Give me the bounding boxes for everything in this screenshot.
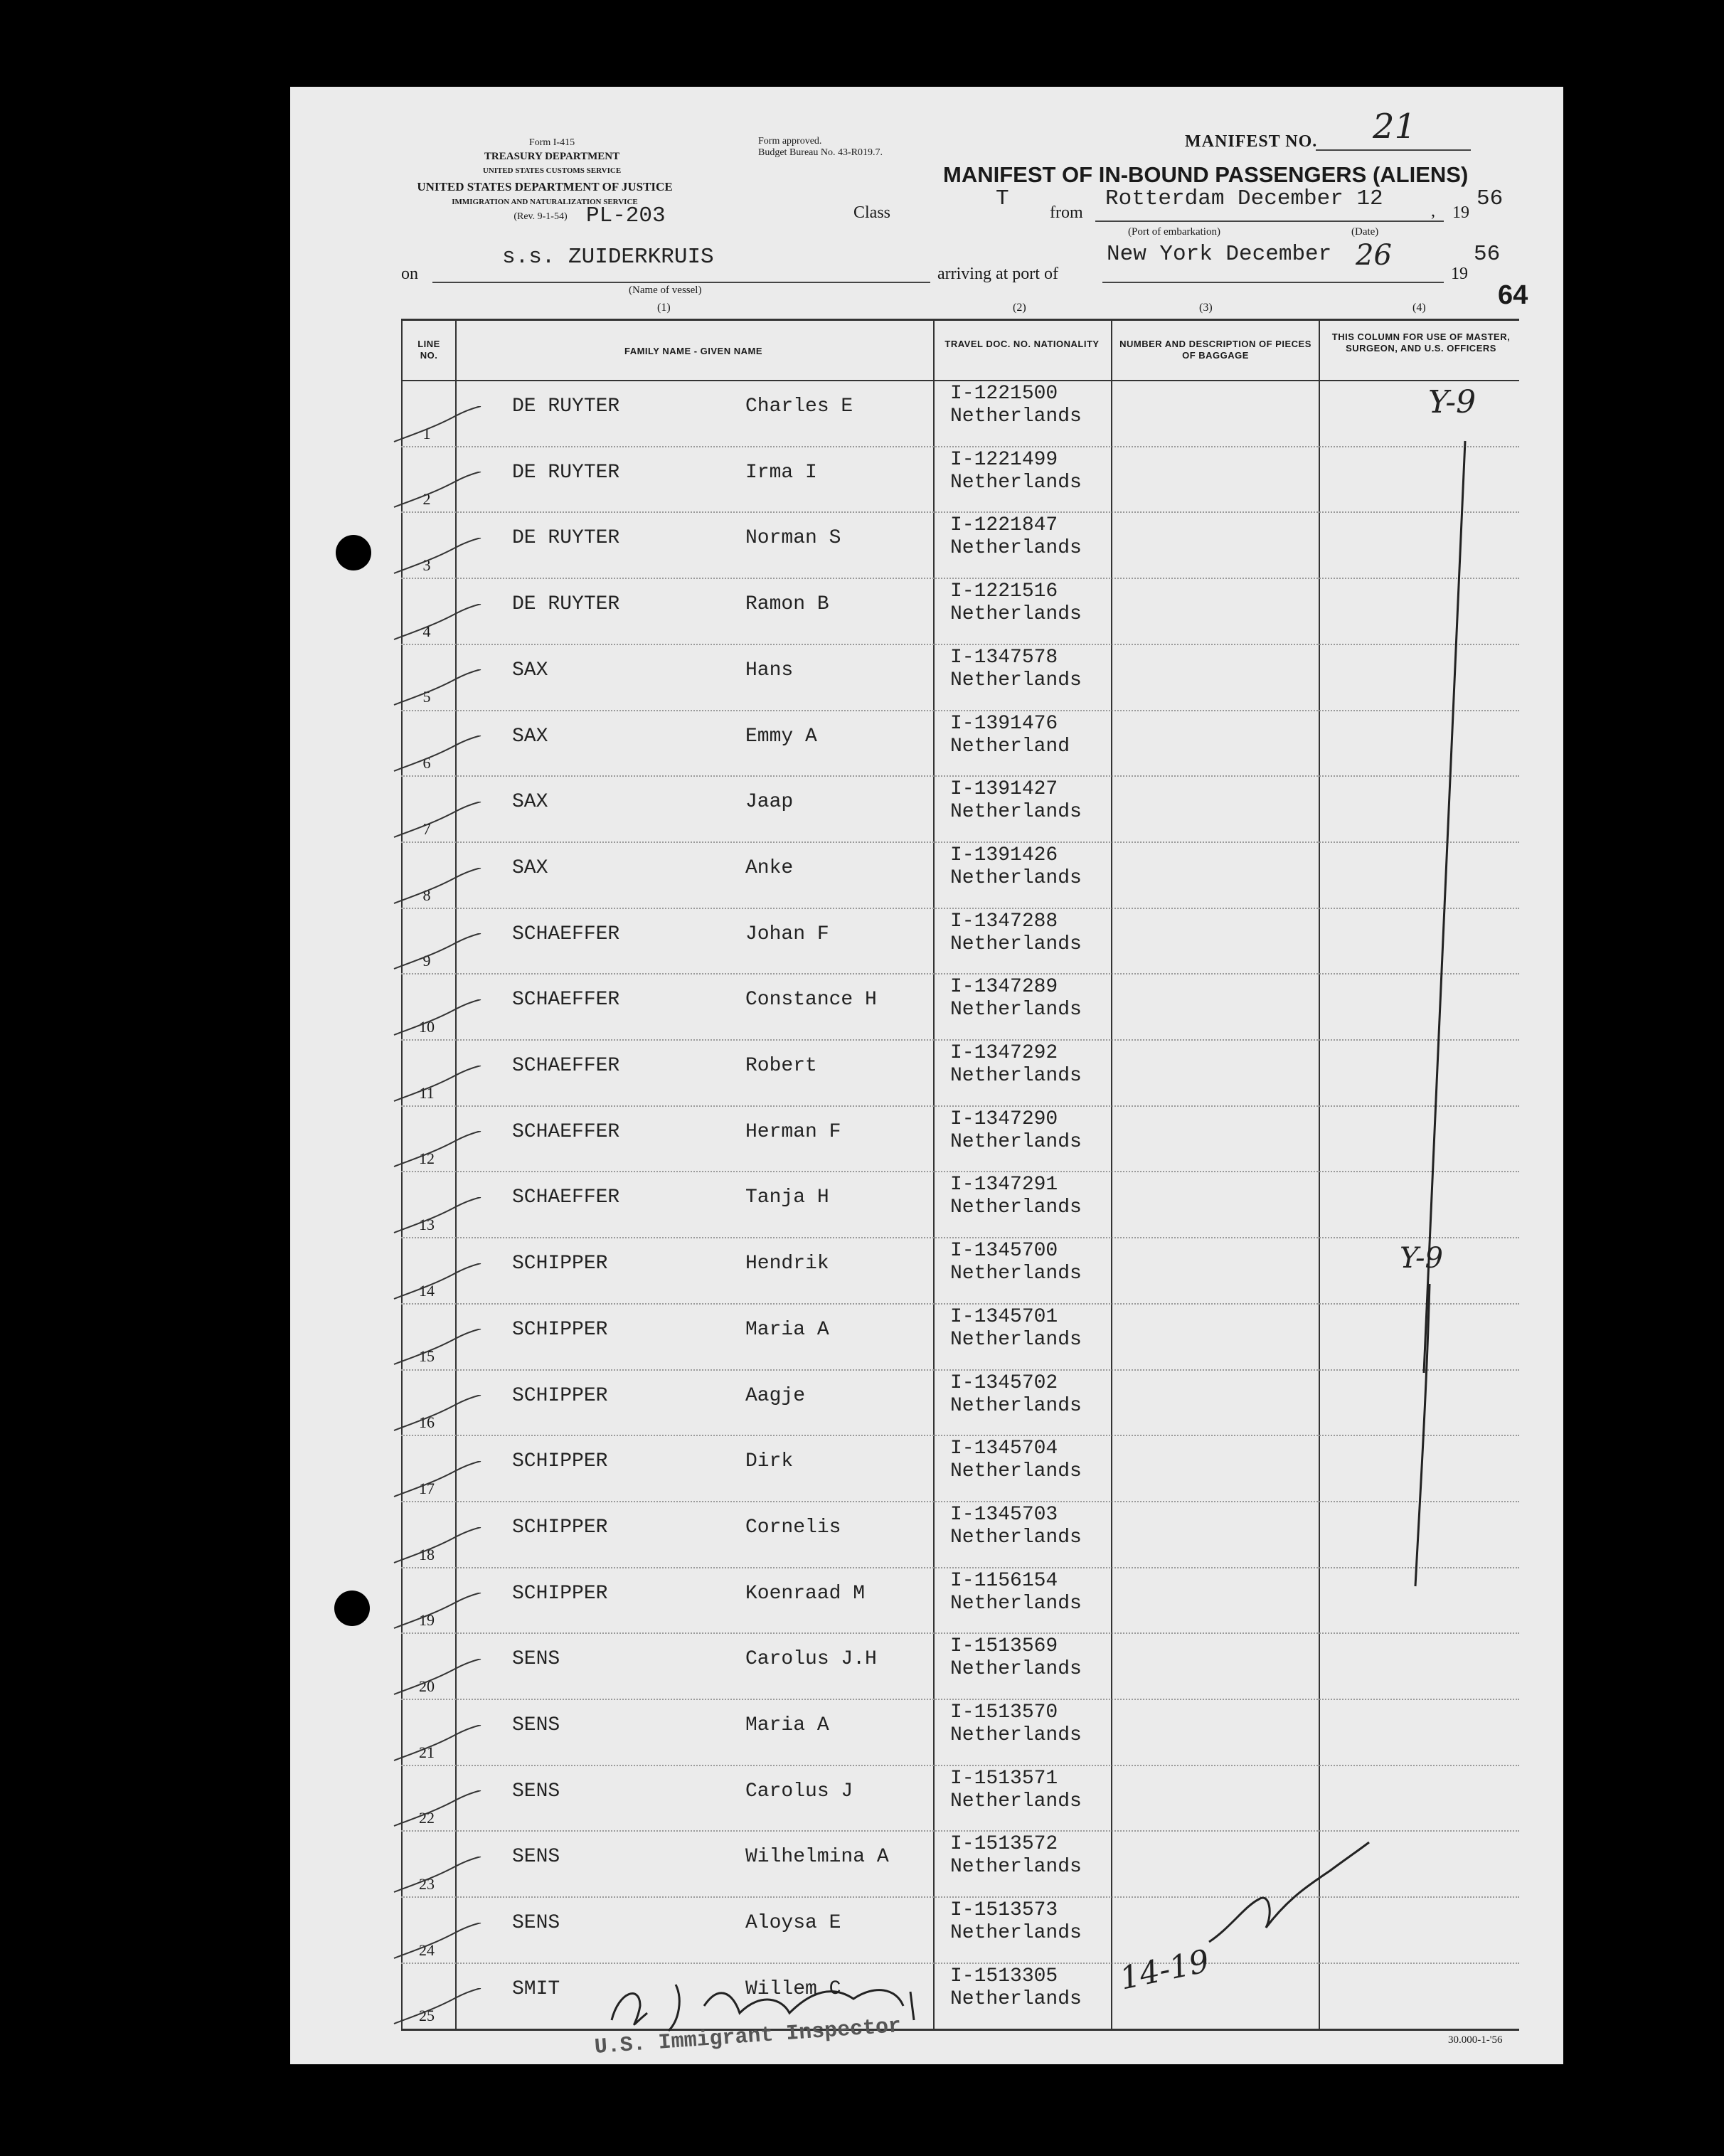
col-header-doc: TRAVEL DOC. NO. NATIONALITY (945, 339, 1100, 349)
nationality: Netherlands (950, 866, 1082, 889)
budget-bureau: Budget Bureau No. 43-R019.7. (758, 147, 883, 158)
given-name: Irma I (745, 461, 817, 484)
row-divider (401, 1765, 1519, 1766)
embarkation-value: Rotterdam December 12 (1105, 186, 1383, 211)
nationality: Netherlands (950, 1526, 1082, 1549)
check-mark (391, 736, 484, 778)
given-name: Wilhelmina A (745, 1846, 889, 1869)
vessel-name: s.s. ZUIDERKRUIS (502, 245, 714, 270)
travel-doc-number: I-1347578 (950, 646, 1058, 669)
line-number: 21 (419, 1743, 435, 1761)
dept-ins: IMMIGRATION AND NATURALIZATION SERVICE (452, 198, 638, 206)
col-header-officers: THIS COLUMN FOR USE OF MASTER, SURGEON, AND U.S. OFFICERS (1331, 331, 1511, 354)
travel-doc (950, 1899, 1082, 1945)
inspector-initials (1202, 1821, 1380, 1963)
given-name: Dirk (745, 1450, 794, 1473)
travel-doc (950, 1438, 1082, 1483)
line-number: 10 (419, 1017, 435, 1036)
travel-doc (950, 1372, 1082, 1418)
given-name: Aagje (745, 1384, 806, 1407)
row-divider (401, 1632, 1519, 1634)
row-divider (401, 1501, 1519, 1502)
line-number: 7 (422, 819, 431, 838)
row-divider (401, 1303, 1519, 1305)
nationality: Netherland (950, 735, 1070, 758)
dept-customs: UNITED STATES CUSTOMS SERVICE (482, 166, 622, 175)
nationality: Netherlands (950, 1328, 1082, 1351)
nationality: Netherlands (950, 1658, 1082, 1681)
on-label: on (401, 265, 418, 283)
class-label: Class (853, 203, 891, 222)
travel-doc-number: I-1221499 (950, 448, 1058, 471)
form-revision: (Rev. 9-1-54) (514, 211, 568, 222)
travel-doc-number: I-1221516 (950, 580, 1058, 603)
check-mark (391, 472, 484, 514)
nationality: Netherlands (950, 1922, 1082, 1945)
col4-number: (4) (1412, 302, 1426, 314)
nationality: Netherlands (950, 1987, 1082, 2010)
family-name: SMIT (512, 1977, 560, 2000)
nationality: Netherlands (950, 801, 1082, 824)
given-name: Maria A (745, 1318, 829, 1341)
family-name: DE RUYTER (512, 395, 620, 418)
family-name: SAX (512, 659, 548, 681)
travel-doc-number: I-1391427 (950, 778, 1058, 801)
nationality: Netherlands (950, 999, 1082, 1021)
check-mark (391, 1131, 484, 1174)
travel-doc-number: I-1345701 (950, 1305, 1058, 1328)
check-mark (391, 1659, 484, 1701)
given-name: Johan F (745, 923, 829, 945)
pl-number: PL-203 (586, 203, 666, 228)
given-name: Constance H (745, 989, 877, 1011)
line-number: 4 (422, 622, 431, 640)
col-header-baggage: NUMBER AND DESCRIPTION OF PIECES OF BAGGAGE (1119, 339, 1311, 361)
travel-doc (950, 1768, 1082, 1813)
travel-doc (950, 449, 1082, 494)
port-embarkation-label: (Port of embarkation) (1128, 226, 1220, 238)
line-number: 14 (419, 1281, 435, 1300)
line-number: 22 (419, 1809, 435, 1827)
given-name: Anke (745, 856, 794, 879)
travel-doc (950, 1240, 1082, 1285)
check-mark (391, 1329, 484, 1371)
travel-doc-number: I-1221500 (950, 383, 1058, 405)
family-name: SCHIPPER (512, 1384, 608, 1407)
given-name: Charles E (745, 395, 853, 418)
travel-doc (950, 1306, 1082, 1352)
family-name: SENS (512, 1780, 560, 1802)
given-name: Carolus J.H (745, 1648, 877, 1671)
travel-doc (950, 778, 1082, 824)
travel-doc-number: I-1345704 (950, 1438, 1058, 1460)
family-name: SAX (512, 791, 548, 814)
baggage-note: 14-19 (1117, 1943, 1213, 1997)
arrival-day: 26 (1356, 239, 1392, 272)
family-name: SENS (512, 1648, 560, 1671)
check-mark (391, 868, 484, 910)
col1-number: (1) (657, 302, 671, 314)
line-number: 18 (419, 1545, 435, 1563)
family-name: SENS (512, 1714, 560, 1736)
travel-doc-number: I-1513572 (950, 1833, 1058, 1856)
travel-doc-number: I-1347291 (950, 1174, 1058, 1196)
travel-doc-number: I-1513573 (950, 1899, 1058, 1922)
nationality: Netherlands (950, 1394, 1082, 1417)
travel-doc (950, 976, 1082, 1021)
travel-doc (950, 844, 1082, 890)
year-value-1: 56 (1476, 186, 1504, 211)
line-number: 1 (422, 424, 431, 442)
year-comma-1: , (1431, 202, 1435, 221)
given-name: Koenraad M (745, 1582, 866, 1605)
col2-number: (2) (1013, 302, 1026, 314)
check-mark (391, 1923, 484, 1965)
table-top-rule (401, 319, 1519, 321)
form-approved: Form approved. (758, 136, 822, 147)
travel-doc-number: I-1513571 (950, 1767, 1058, 1790)
line-number: 16 (419, 1413, 435, 1432)
nationality: Netherlands (950, 405, 1082, 428)
nationality: Netherlands (950, 1856, 1082, 1879)
given-name: Hans (745, 659, 794, 681)
travel-doc-number: I-1221847 (950, 514, 1058, 537)
footer-form-code: 30.000-1-'56 (1448, 2034, 1503, 2046)
travel-doc-number: I-1156154 (950, 1569, 1058, 1592)
row-divider (401, 511, 1519, 513)
travel-doc-number: I-1345702 (950, 1371, 1058, 1394)
row-divider (401, 1369, 1519, 1371)
family-name: DE RUYTER (512, 461, 620, 484)
line-number: 8 (422, 886, 431, 904)
check-mark (391, 669, 484, 712)
travel-doc (950, 1108, 1082, 1154)
given-name: Aloysa E (745, 1912, 841, 1935)
dept-treasury: TREASURY DEPARTMENT (484, 151, 620, 162)
check-mark (391, 933, 484, 976)
travel-doc (950, 1042, 1082, 1088)
manifest-no-label: MANIFEST NO. (1185, 132, 1318, 151)
manifest-title: MANIFEST OF IN-BOUND PASSENGERS (ALIENS) (943, 162, 1469, 187)
travel-doc (950, 647, 1082, 692)
year-prefix-2: 19 (1451, 265, 1468, 283)
col-header-line-no: LINE NO. (417, 339, 440, 361)
travel-doc (950, 1965, 1082, 2011)
arrival-line (1102, 282, 1444, 283)
line-number: 23 (419, 1875, 435, 1894)
row-divider (401, 1435, 1519, 1436)
travel-doc (950, 383, 1082, 428)
family-name: SENS (512, 1912, 560, 1935)
row-divider (401, 446, 1519, 447)
check-mark (391, 604, 484, 647)
travel-doc-number: I-1347288 (950, 910, 1058, 933)
nationality: Netherlands (950, 1592, 1082, 1615)
travel-doc-number: I-1391476 (950, 712, 1058, 735)
page-number: 64 (1498, 280, 1528, 310)
officer-mark-mid: Y-9 (1400, 1242, 1443, 1275)
table-row (0, 1765, 1724, 1830)
immigrant-inspector-stamp: U.S. Immigrant Inspector (593, 2014, 903, 2060)
line-number: 3 (422, 556, 431, 575)
line-number: 6 (422, 754, 431, 772)
family-name: SCHAEFFER (512, 1120, 620, 1143)
nationality: Netherlands (950, 1790, 1082, 1812)
check-mark (391, 1593, 484, 1635)
family-name: DE RUYTER (512, 527, 620, 550)
check-mark (391, 1395, 484, 1438)
year-prefix-1: 19 (1452, 203, 1469, 222)
nationality: Netherlands (950, 1065, 1082, 1087)
check-mark (391, 999, 484, 1042)
dept-justice: UNITED STATES DEPARTMENT OF JUSTICE (417, 180, 673, 193)
travel-doc (950, 1701, 1082, 1747)
travel-doc-number: I-1347289 (950, 976, 1058, 999)
nationality: Netherlands (950, 933, 1082, 955)
given-name: Willem C (745, 1977, 841, 2000)
travel-doc-number: I-1347292 (950, 1042, 1058, 1064)
line-number: 9 (422, 952, 431, 970)
manifest-no-line (1316, 149, 1471, 151)
vessel-label: (Name of vessel) (629, 285, 702, 296)
check-mark (391, 1857, 484, 1899)
travel-doc (950, 580, 1082, 626)
table-row (0, 1632, 1724, 1698)
line-number: 13 (419, 1216, 435, 1234)
line-number: 11 (419, 1083, 435, 1102)
table-row (0, 1699, 1724, 1764)
given-name: Hendrik (745, 1253, 829, 1275)
row-divider (401, 1105, 1519, 1107)
check-mark (391, 406, 484, 449)
travel-doc (950, 910, 1082, 956)
vessel-line (432, 282, 930, 283)
given-name: Tanja H (745, 1186, 829, 1209)
family-name: SCHAEFFER (512, 1186, 620, 1209)
travel-doc-number: I-1347290 (950, 1108, 1058, 1130)
arriving-label: arriving at port of (937, 265, 1058, 283)
travel-doc-number: I-1513570 (950, 1701, 1058, 1724)
line-number: 2 (422, 490, 431, 509)
travel-doc (950, 1570, 1082, 1615)
line-number: 20 (419, 1677, 435, 1695)
travel-doc (950, 713, 1070, 758)
table-row (0, 1830, 1724, 1896)
family-name: SCHIPPER (512, 1253, 608, 1275)
given-name: Cornelis (745, 1516, 841, 1539)
family-name: SCHIPPER (512, 1516, 608, 1539)
given-name: Emmy A (745, 725, 817, 748)
line-number: 17 (419, 1479, 435, 1497)
family-name: DE RUYTER (512, 593, 620, 616)
line-number: 25 (419, 2007, 435, 2025)
row-divider (401, 578, 1519, 579)
class-value: T (996, 186, 1009, 211)
check-mark (391, 1790, 484, 1833)
family-name: SCHIPPER (512, 1450, 608, 1473)
family-name: SAX (512, 856, 548, 879)
table-row (0, 1896, 1724, 1962)
date-label: (Date) (1351, 226, 1379, 238)
travel-doc-number: I-1513305 (950, 1965, 1058, 1987)
travel-doc-number: I-1345703 (950, 1503, 1058, 1526)
check-mark (391, 1263, 484, 1306)
row-divider (401, 841, 1519, 843)
nationality: Netherlands (950, 1724, 1082, 1746)
row-divider (401, 1699, 1519, 1700)
row-divider (401, 1567, 1519, 1568)
from-label: from (1050, 203, 1083, 222)
officer-mark-top: Y-9 (1428, 384, 1476, 420)
col3-number: (3) (1199, 302, 1213, 314)
given-name: Jaap (745, 791, 794, 814)
row-divider (401, 710, 1519, 711)
travel-doc-number: I-1513569 (950, 1635, 1058, 1658)
row-divider (401, 973, 1519, 975)
arrival-port: New York December (1107, 242, 1332, 267)
row-divider (401, 908, 1519, 909)
row-divider (401, 775, 1519, 777)
nationality: Netherlands (950, 1130, 1082, 1153)
given-name: Norman S (745, 527, 841, 550)
family-name: SAX (512, 725, 548, 748)
given-name: Robert (745, 1055, 817, 1077)
from-line (1095, 221, 1444, 222)
check-mark (391, 802, 484, 844)
family-name: SCHAEFFER (512, 923, 620, 945)
travel-doc (950, 1635, 1082, 1681)
family-name: SCHIPPER (512, 1582, 608, 1605)
given-name: Herman F (745, 1120, 841, 1143)
form-number: Form I-415 (528, 137, 575, 148)
travel-doc-number: I-1345700 (950, 1240, 1058, 1263)
check-mark (391, 1527, 484, 1570)
check-mark (391, 1066, 484, 1108)
nationality: Netherlands (950, 1460, 1082, 1483)
check-mark (391, 1988, 484, 2031)
nationality: Netherlands (950, 537, 1082, 560)
nationality: Netherlands (950, 669, 1082, 691)
manifest-number: 21 (1373, 107, 1417, 147)
travel-doc (950, 1174, 1082, 1219)
travel-doc (950, 514, 1082, 560)
given-name: Carolus J (745, 1780, 853, 1802)
nationality: Netherlands (950, 1263, 1082, 1285)
check-mark (391, 1461, 484, 1504)
line-number: 12 (419, 1149, 435, 1168)
year-value-2: 56 (1474, 242, 1501, 267)
line-number: 5 (422, 688, 431, 706)
nationality: Netherlands (950, 471, 1082, 494)
family-name: SCHAEFFER (512, 1055, 620, 1077)
officer-handwritten-lines (1380, 427, 1479, 1636)
row-divider (401, 1171, 1519, 1172)
check-mark (391, 538, 484, 580)
given-name: Maria A (745, 1714, 829, 1736)
check-mark (391, 1197, 484, 1240)
col-header-name: FAMILY NAME - GIVEN NAME (624, 346, 763, 356)
row-divider (401, 1237, 1519, 1238)
nationality: Netherlands (950, 603, 1082, 626)
line-number: 15 (419, 1347, 435, 1366)
family-name: SCHIPPER (512, 1318, 608, 1341)
row-divider (401, 1039, 1519, 1041)
family-name: SENS (512, 1846, 560, 1869)
line-number: 19 (419, 1611, 435, 1630)
travel-doc-number: I-1391426 (950, 844, 1058, 866)
family-name: SCHAEFFER (512, 989, 620, 1011)
travel-doc (950, 1504, 1082, 1549)
travel-doc (950, 1833, 1082, 1879)
nationality: Netherlands (950, 1196, 1082, 1219)
check-mark (391, 1725, 484, 1768)
line-number: 24 (419, 1940, 435, 1959)
row-divider (401, 644, 1519, 645)
given-name: Ramon B (745, 593, 829, 616)
